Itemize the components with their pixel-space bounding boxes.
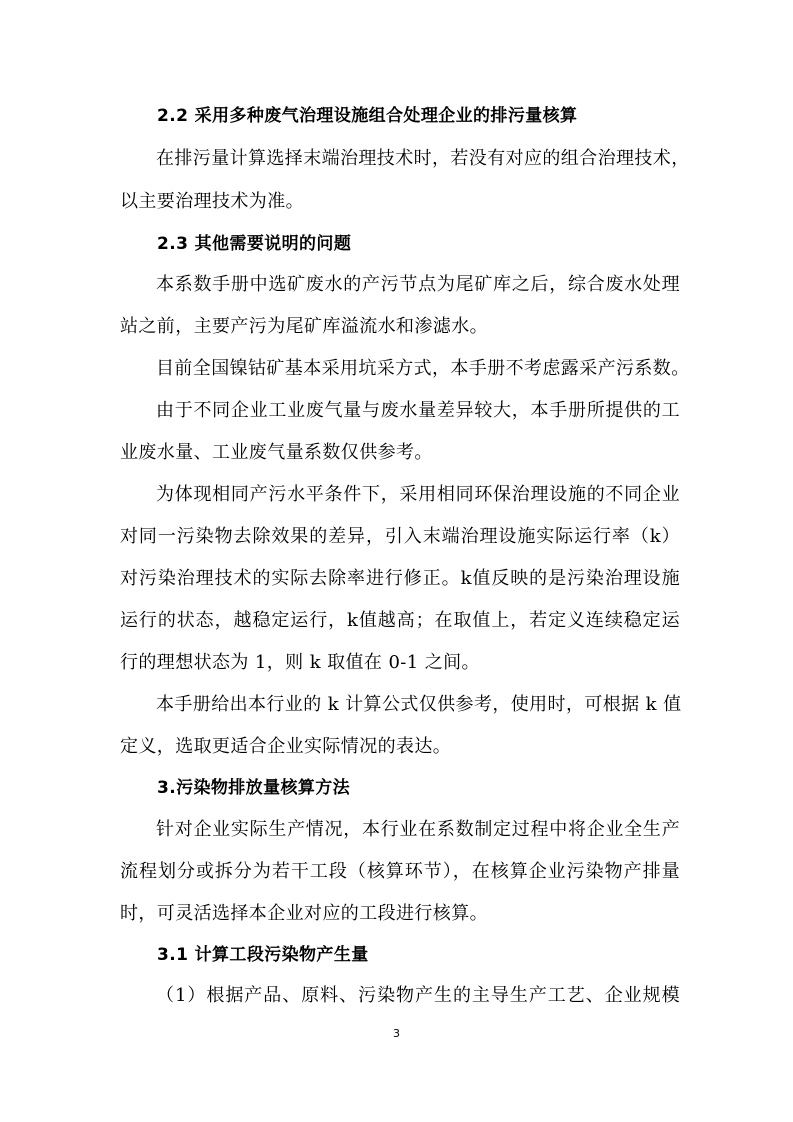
paragraph-line: 由于不同企业工业废气量与废水量差异较大，本手册所提供的工 (156, 400, 680, 421)
paragraph-line: 本系数手册中选矿废水的产污节点为尾矿库之后，综合废水处理 (156, 274, 680, 295)
paragraph-line: 本手册给出本行业的 k 计算公式仅供参考，使用时，可根据 k 值 (156, 694, 682, 715)
paragraph-line: 以主要治理技术为准。 (120, 191, 304, 212)
paragraph-line: 流程划分或拆分为若干工段（核算环节），在核算企业污染物产排量 (120, 861, 680, 882)
paragraph-line: 对同一污染物去除效果的差异，引入末端治理设施实际运行率（k） (120, 526, 680, 547)
paragraph-line: 运行的状态，越稳定运行，k值越高；在取值上，若定义连续稳定运 (120, 610, 680, 631)
section-heading-3-1: 3.1 计算工段污染物产生量 (157, 945, 369, 965)
section-heading-2-2: 2.2 采用多种废气治理设施组合处理企业的排污量核算 (157, 106, 578, 126)
paragraph-line: 对污染治理技术的实际去除率进行修正。k值反映的是污染治理设施 (120, 568, 680, 589)
paragraph-line: 时，可灵活选择本企业对应的工段进行核算。 (120, 903, 488, 924)
paragraph-line: 定义，选取更适合企业实际情况的表达。 (120, 736, 452, 757)
paragraph-line: 行的理想状态为 1，则 k 取值在 0-1 之间。 (120, 652, 480, 673)
paragraph-line: 目前全国镍钴矿基本采用坑采方式，本手册不考虑露采产污系数。 (156, 358, 690, 379)
paragraph-line: 站之前，主要产污为尾矿库溢流水和渗滤水。 (120, 316, 488, 337)
page-number: 3 (393, 1027, 400, 1040)
section-heading-2-3: 2.3 其他需要说明的问题 (157, 234, 352, 254)
paragraph-line: 为体现相同产污水平条件下，采用相同环保治理设施的不同企业 (156, 484, 680, 505)
paragraph-line: （1）根据产品、原料、污染物产生的主导生产工艺、企业规模 (156, 985, 680, 1006)
section-heading-3: 3.污染物排放量核算方法 (157, 778, 351, 798)
paragraph-line: 业废水量、工业废气量系数仅供参考。 (120, 442, 433, 463)
paragraph-line: 针对企业实际生产情况，本行业在系数制定过程中将企业全生产 (156, 819, 680, 840)
paragraph-line: 在排污量计算选择末端治理技术时，若没有对应的组合治理技术， (156, 148, 690, 169)
